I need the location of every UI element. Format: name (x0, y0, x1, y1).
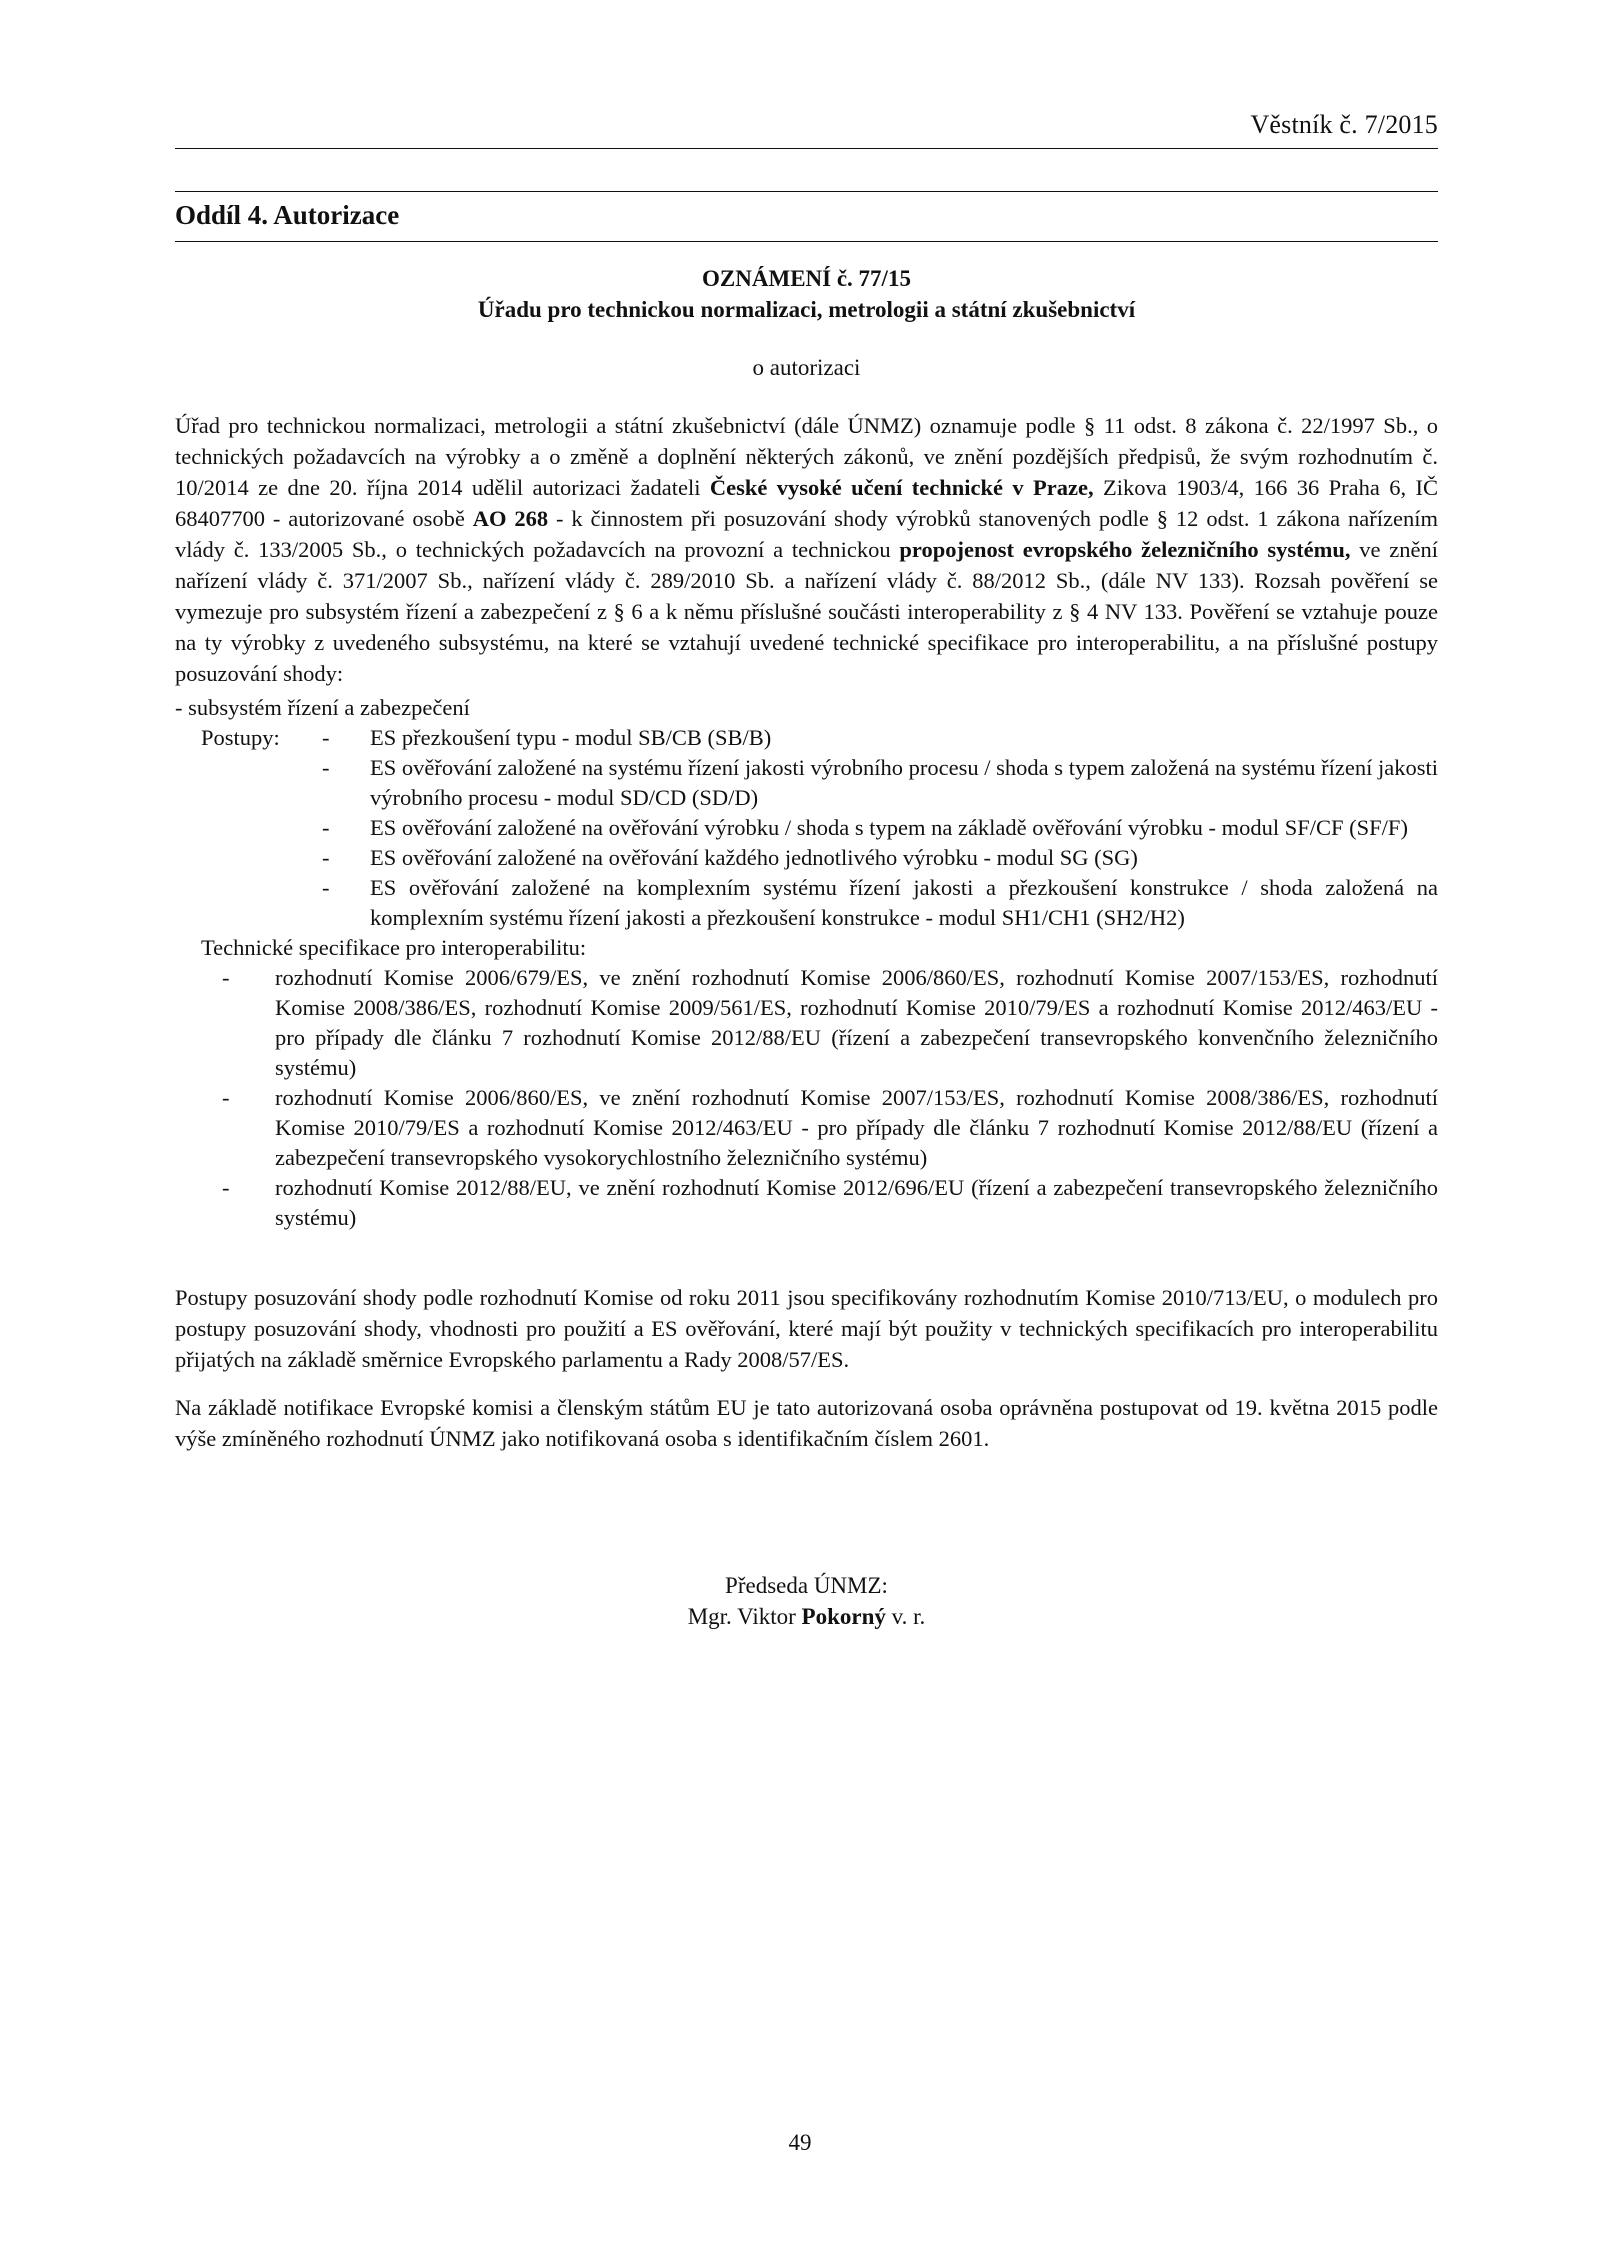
tech-spec-label: Technické specifikace pro interoperabilitu: (201, 935, 587, 960)
list-dash: - (222, 965, 230, 990)
applicant-name: České vysoké učení technické v Praze, (709, 475, 1094, 500)
subsystem-label: - subsystém řízení a zabezpečení (175, 695, 470, 720)
tech-spec-item (175, 1173, 1438, 1233)
header-rule (175, 148, 1438, 149)
tech-spec-text: rozhodnutí Komise 2006/679/ES, ve znění rozhodnutí Komise 2006/860/ES, rozhodnutí Komise 2007/153/ES, rozhodnutí Komise 2008/386/ES, rozhodnutí Komise 2009/561/ES, rozhodnutí Komise 2010/79/ES a rozhodnutí Komise 2012/463/EU - pro případy dle článku 7 rozhodnutí Komise 2012/88/EU (řízení a zabezpečení transevropského konvenčního železničního systému) (275, 965, 1438, 1080)
procedure-text: ES ověřování založené na komplexním systému řízení jakosti a přezkoušení konstrukce / shoda založená na komplexním systému řízení jakosti a přezkoušení konstrukce - modul SH1/CH1 (SH2/H2) (370, 875, 1438, 930)
p1-text-c: Zikova 1903/4, 166 36 Praha 6, IČ 68407700 - autorizované osobě (175, 475, 1438, 531)
procedure-item (175, 753, 1438, 813)
list-dash: - (322, 725, 330, 750)
section-rule-top (175, 191, 1438, 192)
signature-name-prefix: Mgr. Viktor (687, 1604, 802, 1629)
notice-issuer: Úřadu pro technickou normalizaci, metrologii a státní zkušebnictví (477, 297, 1136, 322)
authorization-paragraph (175, 410, 1438, 689)
journal-issue-header: Věstník č. 7/2015 (1250, 110, 1438, 139)
procedure-text: ES ověřování založené na ověřování výrobku / shoda s typem na základě ověřování výrobku - modul SF/CF (SF/F) (370, 815, 1408, 840)
signature-name (175, 1601, 1438, 1632)
tech-spec-item (175, 1083, 1438, 1173)
signature-surname: Pokorný (801, 1604, 886, 1629)
p1-text-e: - k činnostem při posuzování shody výrobků stanovených podle § 12 odst. 1 zákona nařízením vlády č. 133/2005 Sb., o technických požadavcích na provozní a technickou (175, 506, 1439, 562)
list-dash: - (322, 815, 330, 840)
page-number: 49 (788, 2130, 812, 2155)
signature-suffix: v. r. (885, 1604, 926, 1629)
authorized-body-number: AO 268 (472, 506, 549, 531)
tech-spec-text: rozhodnutí Komise 2006/860/ES, ve znění rozhodnutí Komise 2007/153/ES, rozhodnutí Komise 2008/386/ES, rozhodnutí Komise 2010/79/ES a rozhodnutí Komise 2012/463/EU - pro případy dle článku 7 rozhodnutí Komise 2012/88/EU (řízení a zabezpečení transevropského vysokorychlostního železničního systému) (275, 1085, 1438, 1170)
procedure-item (175, 873, 1438, 933)
tech-spec-text: rozhodnutí Komise 2012/88/EU, ve znění rozhodnutí Komise 2012/696/EU (řízení a zabezpečení transevropského železničního systému) (275, 1175, 1438, 1230)
conformity-procedures-paragraph: Postupy posuzování shody podle rozhodnutí Komise od roku 2011 jsou specifikovány rozhodnutím Komise 2010/713/EU, o modulech pro postupy posuzování shody, vhodnosti pro použití a ES ověřování, které mají být použity v technických specifikacích pro interoperabilitu přijatých na základě směrnice Evropského parlamentu a Rady 2008/57/ES. (175, 1285, 1438, 1372)
railway-system-term: propojenost evropského železničního systému, (899, 537, 1351, 562)
list-dash: - (322, 875, 330, 900)
p1-text-a: Úřad pro technickou normalizaci, metrologii a státní zkušebnictví (dále ÚNMZ) oznamuje podle § 11 odst. 8 zákona č. 22/1997 Sb., o technických požadavcích na výrobky a o změně a doplnění některých zákonů, ve znění pozdějších předpisů, že svým rozhodnutím č. 10/2014 ze dne 20. října 2014 udělil autorizaci žadateli (175, 413, 1438, 500)
procedures-label: Postupy: (201, 725, 280, 750)
procedure-text: ES přezkoušení typu - modul SB/CB (SB/B) (370, 725, 772, 750)
procedure-text: ES ověřování založené na ověřování každého jednotlivého výrobku - modul SG (SG) (370, 845, 1138, 870)
list-dash: - (322, 755, 330, 780)
signature-role: Předseda ÚNMZ: (725, 1573, 888, 1598)
list-dash: - (222, 1175, 230, 1200)
section-rule-bottom (175, 241, 1438, 242)
list-dash: - (322, 845, 330, 870)
notice-title: OZNÁMENÍ č. 77/15 (702, 266, 911, 291)
list-dash: - (222, 1085, 230, 1110)
procedure-item (175, 843, 1438, 873)
notice-subject: o autorizaci (752, 355, 861, 380)
p1-text-g: ve znění nařízení vlády č. 371/2007 Sb., nařízení vlády č. 289/2010 Sb. a nařízení vlády č. 88/2012 Sb., (dále NV 133). Rozsah pověření se vymezuje pro subsystém řízení a zabezpečení z § 6 a k němu příslušné součásti interoperability z § 4 NV 133. Pověření se vztahuje pouze na ty výrobky z uvedeného subsystému, na které se vztahují uvedené technické specifikace pro interoperabilitu, a na příslušné postupy posuzování shody: (175, 537, 1438, 686)
section-title: Oddíl 4. Autorizace (175, 200, 400, 230)
tech-spec-item (175, 963, 1438, 1083)
procedures-section (175, 693, 1438, 1233)
procedure-item (175, 813, 1438, 843)
notification-paragraph: Na základě notifikace Evropské komisi a členským státům EU je tato autorizovaná osoba oprávněna postupovat od 19. května 2015 podle výše zmíněného rozhodnutí ÚNMZ jako notifikovaná osoba s identifikačním číslem 2601. (175, 1395, 1438, 1451)
procedure-text: ES ověřování založené na systému řízení jakosti výrobního procesu / shoda s typem založená na systému řízení jakosti výrobního procesu - modul SD/CD (SD/D) (370, 755, 1438, 810)
procedure-item (175, 723, 1438, 753)
